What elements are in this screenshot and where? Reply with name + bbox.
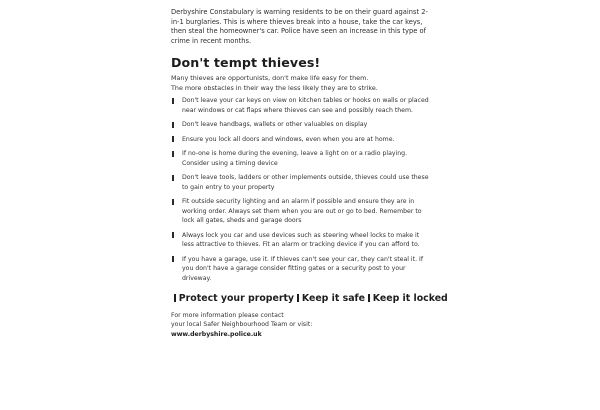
tip-text: If no-one is home during the evening, leave a light on or a radio playing. Consider using a timing device [182,150,408,167]
tip-item [171,96,433,115]
separator-bar-icon [174,294,176,302]
separator-bar-icon [368,294,370,302]
bullet-bar-icon [172,136,174,142]
tip-item [171,120,433,129]
intro-paragraph: Derbyshire Constabulary is warning residents to be on their guard against 2-in-1 burglaries. This is where thieves break into a house, take the car keys, then steal the homeowner's car. Police have seen an increase in this type of crime in recent months. [171,8,428,45]
tip-item [171,173,433,192]
separator-bar-icon [297,294,299,302]
crime-prevention-leaflet [171,8,448,339]
lead-paragraph [171,74,433,93]
slogan-part-1: Protect your property [178,293,295,304]
tip-item [171,255,433,283]
bullet-bar-icon [172,122,174,128]
bullet-bar-icon [172,98,174,104]
headline: Don't tempt thieves! [171,55,321,71]
tip-text: Ensure you lock all doors and windows, even when you are at home. [182,135,395,143]
bullet-bar-icon [172,256,174,262]
slogan-part-3: Keep it locked [372,293,448,304]
tip-text: Don't leave your car keys on view on kitchen tables or hooks on walls or placed near windows or cat flaps where thieves can see and possibly reach them. [182,97,429,114]
tip-item [171,149,433,168]
tip-item [171,231,433,250]
footer-line-2: your local Safer Neighbourhood Team or visit: [171,321,313,329]
website-link[interactable]: www.derbyshire.police.uk [171,330,262,338]
tips-list [171,96,433,283]
bullet-bar-icon [172,232,174,238]
tip-text: Always lock you car and use devices such as steering wheel locks to make it less attractive to thieves. Fit an alarm or tracking device if you can afford to. [182,231,420,249]
contact-footer [171,311,433,339]
slogan [171,293,448,304]
tip-text: Fit outside security lighting and an alarm if possible and ensure they are in working order. Always set them when you are out or go to bed. Remember to lock all gates, sheds and garage doors [182,198,422,225]
bullet-bar-icon [172,175,174,181]
lead-line-2: The more obstacles in their way the less likely they are to strike. [171,83,378,92]
lead-line-1: Many thieves are opportunists, don't make life easy for them. [171,74,369,83]
bullet-bar-icon [172,151,174,157]
tip-text: If you have a garage, use it. If thieves can't see your car, they can't steal it. If you don't have a garage consider fitting gates or a security post to your driveway. [182,255,424,282]
slogan-part-2: Keep it safe [301,293,365,304]
tip-text: Don't leave tools, ladders or other implements outside, thieves could use these to gain entry to your property [182,174,429,191]
footer-line-1: For more information please contact [171,312,284,319]
tip-item [171,135,433,144]
tip-item [171,197,433,225]
bullet-bar-icon [172,199,174,205]
tip-text: Don't leave handbags, wallets or other valuables on display [182,121,368,129]
